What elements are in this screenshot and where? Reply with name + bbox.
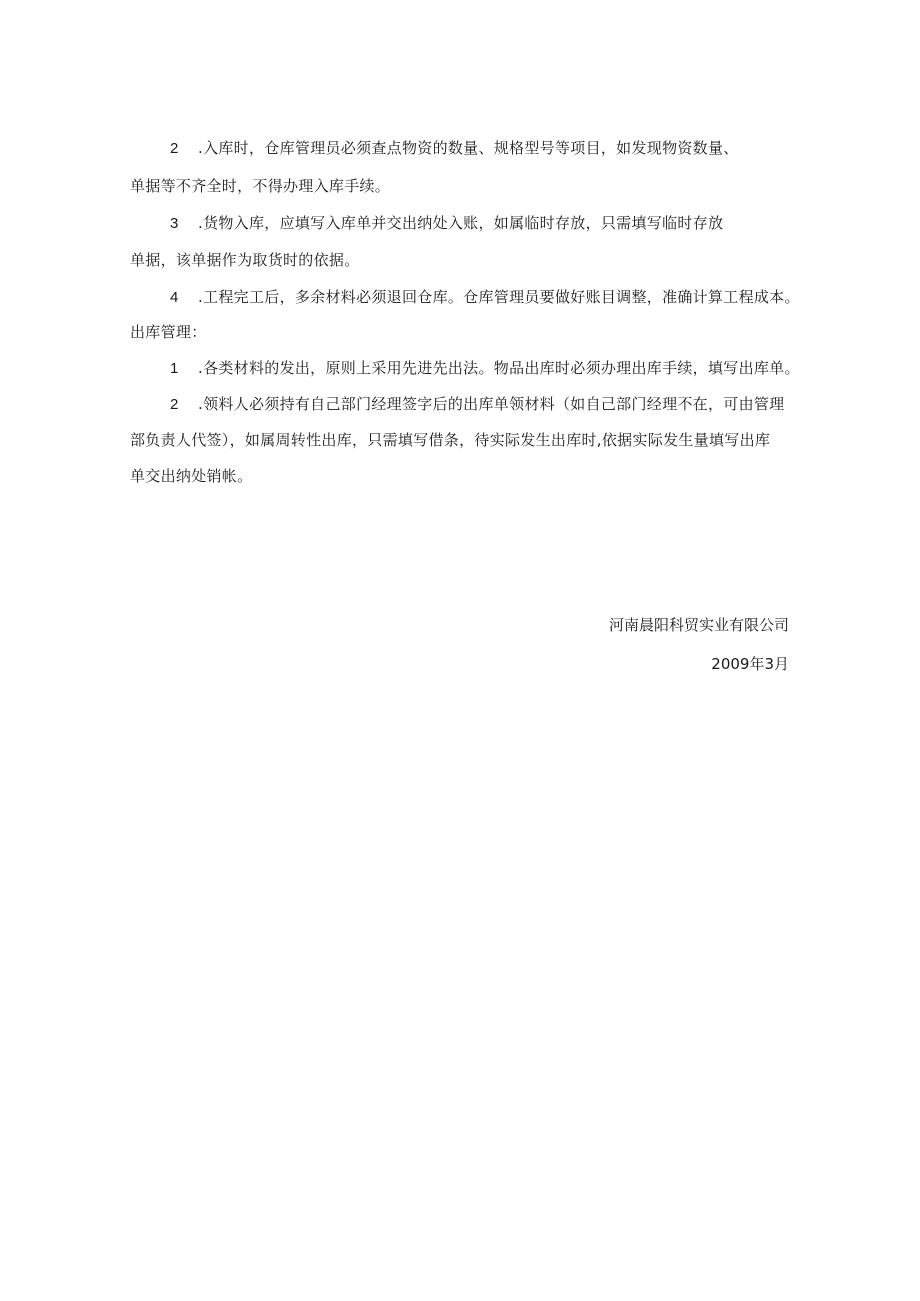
paragraph-out-2-line-2 (130, 430, 770, 450)
company-signature: 河南晨阳科贸实业有限公司 (608, 616, 789, 634)
paragraph-text: 部负责人代签），如属周转性出库，只需填写借条，待实际发生出库时,依据实际发生量填写出库 (130, 431, 771, 449)
paragraph-text: .货物入库，应填写入库单并交出纳处入账，如属临时存放，只需填写临时存放 (198, 214, 724, 232)
item-number: 2 (170, 140, 179, 157)
item-number: 4 (170, 289, 179, 306)
item-number: 3 (170, 215, 179, 232)
document-date: 2009年3月 (711, 655, 789, 673)
paragraph-in-4-line-1 (170, 287, 800, 308)
paragraph-out-2-line-1 (170, 394, 784, 415)
paragraph-text: 单交出纳处销帐。 (130, 467, 253, 485)
section-title-outbound: 出库管理： (130, 323, 207, 341)
paragraph-text: 单据等不齐全时，不得办理入库手续。 (130, 177, 391, 195)
paragraph-text: .领料人必须持有自己部门经理签字后的出库单领材料（如自己部门经理不在，可由管理 (198, 395, 785, 413)
paragraph-out-1-line-1 (170, 358, 800, 379)
paragraph-text: .各类材料的发出，原则上采用先进先出法。物品出库时必须办理出库手续，填写出库单。 (198, 359, 800, 377)
paragraph-in-3-line-1 (170, 213, 723, 234)
item-number: 1 (170, 360, 179, 377)
item-number: 2 (170, 396, 179, 413)
paragraph-text: .工程完工后，多余材料必须退回仓库。仓库管理员要做好账目调整，准确计算工程成本。 (198, 288, 800, 306)
paragraph-text: 单据，该单据作为取货时的依据。 (130, 251, 360, 269)
paragraph-in-2-line-1 (170, 138, 739, 159)
paragraph-out-2-line-3 (130, 466, 252, 486)
paragraph-in-2-line-2 (130, 176, 390, 196)
paragraph-text: .入库时，仓库管理员必须查点物资的数量、规格型号等项目，如发现物资数量、 (198, 139, 739, 157)
paragraph-in-3-line-2 (130, 250, 360, 270)
